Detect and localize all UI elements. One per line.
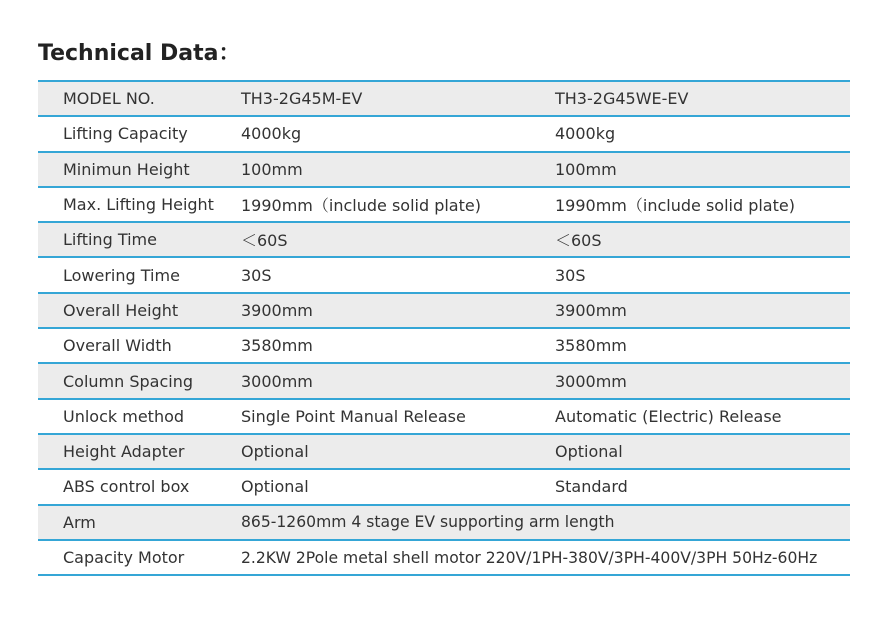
value-th3-2g45we-ev: TH3-2G45WE-EV xyxy=(555,89,689,109)
page-title: Technical Data： xyxy=(38,41,241,66)
value-th3-2g45m-ev: 3000mm xyxy=(241,371,313,391)
row-label: Lowering Time xyxy=(63,265,180,285)
value-th3-2g45m-ev: 100mm xyxy=(241,159,303,179)
row-label: Lifting Time xyxy=(63,230,157,250)
row-label: ABS control box xyxy=(63,477,190,497)
value-th3-2g45we-ev: ＜60S xyxy=(555,231,602,251)
table-row-lifting-capacity xyxy=(38,116,850,151)
table-row-height-adapter xyxy=(38,434,850,469)
value-shared: 2.2KW 2Pole metal shell motor 220V/1PH-380V/3PH-400V/3PH 50Hz-60Hz xyxy=(241,548,818,567)
value-th3-2g45m-ev: 3580mm xyxy=(241,336,313,356)
row-label: MODEL NO. xyxy=(63,89,155,109)
value-shared: 865-1260mm 4 stage EV supporting arm length xyxy=(241,513,615,532)
row-label: Max. Lifting Height xyxy=(63,195,214,215)
value-th3-2g45we-ev: 100mm xyxy=(555,159,617,179)
value-th3-2g45we-ev: 3900mm xyxy=(555,300,627,320)
row-label: Height Adapter xyxy=(63,442,185,462)
table-row-capacity-motor xyxy=(38,540,850,575)
row-label: Overall Height xyxy=(63,300,179,320)
value-th3-2g45m-ev: Single Point Manual Release xyxy=(241,406,466,426)
value-th3-2g45we-ev: Standard xyxy=(555,477,628,497)
table-row-minimun-height xyxy=(38,152,850,187)
value-th3-2g45m-ev: TH3-2G45M-EV xyxy=(241,89,363,109)
row-label: Capacity Motor xyxy=(63,548,185,567)
value-th3-2g45we-ev: 1990mm（include solid plate) xyxy=(555,196,795,216)
value-th3-2g45m-ev: ＜60S xyxy=(241,231,288,251)
value-th3-2g45we-ev: 30S xyxy=(555,265,586,285)
row-label: Minimun Height xyxy=(63,159,190,179)
row-label: Arm xyxy=(63,512,96,532)
value-th3-2g45m-ev: Optional xyxy=(241,477,309,497)
table-row-model-no xyxy=(38,81,850,116)
value-th3-2g45m-ev: 30S xyxy=(241,265,272,285)
value-th3-2g45we-ev: Optional xyxy=(555,442,623,462)
value-th3-2g45m-ev: 1990mm（include solid plate) xyxy=(241,196,481,216)
value-th3-2g45m-ev: Optional xyxy=(241,442,309,462)
value-th3-2g45we-ev: Automatic (Electric) Release xyxy=(555,406,782,426)
table-row-unlock-method xyxy=(38,399,850,434)
value-th3-2g45we-ev: 3580mm xyxy=(555,336,627,356)
table-row-arm xyxy=(38,505,850,540)
table-row-overall-width xyxy=(38,328,850,363)
technical-data-table xyxy=(38,80,850,576)
value-th3-2g45we-ev: 3000mm xyxy=(555,371,627,391)
table-row-max-lifting-height xyxy=(38,187,850,222)
table-row-column-spacing xyxy=(38,363,850,398)
table-row-lifting-time xyxy=(38,222,850,257)
value-th3-2g45m-ev: 4000kg xyxy=(241,124,302,144)
row-label: Lifting Capacity xyxy=(63,124,188,144)
table-row-abs-control-box xyxy=(38,469,850,504)
value-th3-2g45we-ev: 4000kg xyxy=(555,124,616,144)
table-row-lowering-time xyxy=(38,257,850,292)
row-label: Column Spacing xyxy=(63,371,194,391)
row-label: Overall Width xyxy=(63,336,172,356)
value-th3-2g45m-ev: 3900mm xyxy=(241,300,313,320)
row-label: Unlock method xyxy=(63,406,185,426)
table-row-overall-height xyxy=(38,293,850,328)
